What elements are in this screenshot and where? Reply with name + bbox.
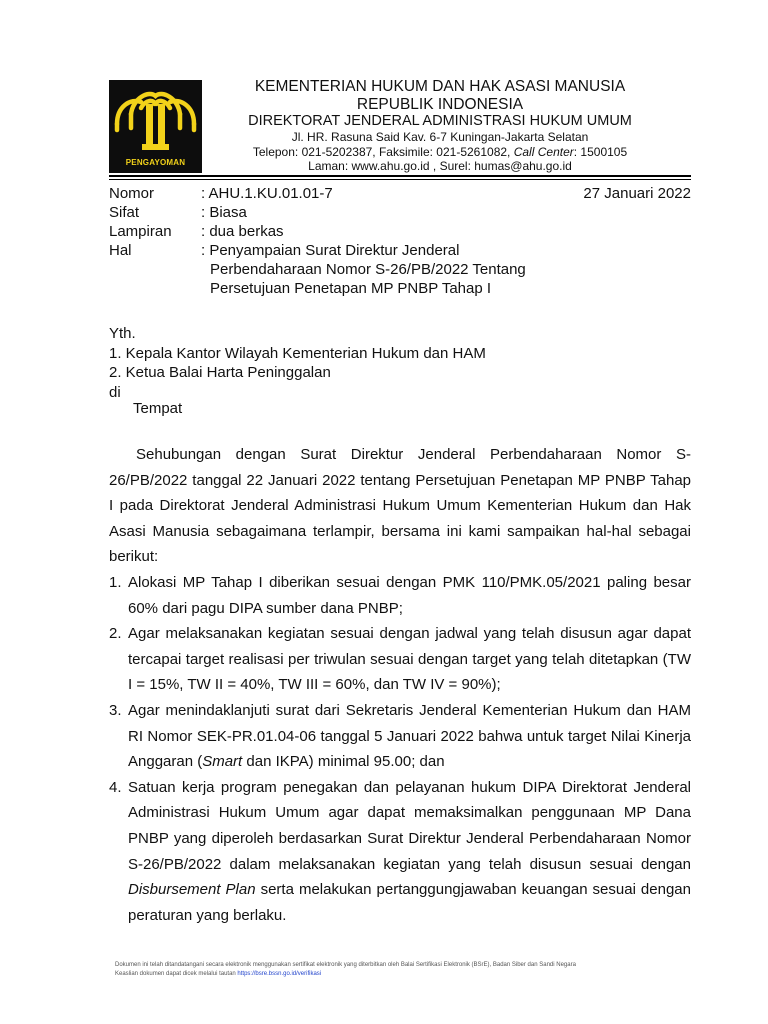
item4-italic: Disbursement Plan bbox=[128, 881, 256, 899]
contact-line bbox=[202, 145, 678, 160]
republic-name: REPUBLIK INDONESIA bbox=[356, 96, 524, 113]
pengayoman-logo bbox=[109, 80, 202, 173]
phone-fax: Telepon: 021-5202387, Faksimile: 021-5261082, bbox=[252, 144, 514, 159]
verification-link[interactable]: https://bsre.bssn.go.id/verifikasi bbox=[237, 971, 322, 977]
yth: Yth. bbox=[109, 325, 136, 342]
list-number: 1. bbox=[109, 573, 122, 591]
letterhead bbox=[202, 78, 678, 174]
intro-paragraph: Sehubungan dengan Surat Direktur Jenderal Perbendaharaan Nomor S-26/PB/2022 tanggal 22 Januari 2022 tentang Persetujuan Penetapan MP PNBP Tahap I pada Direktorat Jenderal Administrasi Hukum Umum Kementerian Hukum dan Hak Asasi Manusia sebagaimana terlampir, bersama ini kami sampaikan hal-hal sebagai berikut: bbox=[109, 446, 691, 566]
letter-date: 27 Januari 2022 bbox=[583, 185, 691, 202]
ministry-name: KEMENTERIAN HUKUM DAN HAK ASASI MANUSIA bbox=[254, 78, 626, 95]
footer-line-2 bbox=[115, 970, 705, 979]
list-item bbox=[109, 570, 691, 621]
letterhead-divider-thin bbox=[109, 179, 691, 180]
list-text: Alokasi MP Tahap I diberikan sesuai dengan PMK 110/PMK.05/2021 paling besar 60% dari pagu DIPA sumber dana PNBP; bbox=[128, 573, 691, 617]
nomor-value: : AHU.1.KU.01.01-7 bbox=[201, 185, 333, 202]
list-item bbox=[109, 621, 691, 698]
list-number: 2. bbox=[109, 625, 122, 643]
list-text bbox=[128, 775, 691, 929]
item3-text-a: Agar menindaklanjuti surat dari Sekretaris Jenderal Kementerian Hukum dan HAM RI Nomor SEK-PR.01.04-06 tanggal 5 Januari 2022 bahwa untuk target Nilai Kinerja Anggaran ( bbox=[128, 701, 691, 771]
footer-line-1: Dokumen ini telah ditandatangani secara elektronik menggunakan sertifikat elektronik yang diterbitkan oleh Balai Sertifikasi Elektronik (BSrE), Badan Siber dan Sandi Negara bbox=[115, 962, 576, 968]
letterhead-divider bbox=[109, 175, 691, 177]
web-email-line: Laman: www.ahu.go.id , Surel: humas@ahu.go.id bbox=[308, 159, 572, 173]
letter-body bbox=[109, 442, 691, 928]
lampiran-label: Lampiran bbox=[109, 223, 172, 240]
lampiran-value: : dua berkas bbox=[201, 223, 284, 240]
footer-line-2-text: Keaslian dokumen dapat dicek melalui tautan bbox=[115, 971, 238, 977]
item3-italic: Smart bbox=[202, 753, 243, 771]
list-item bbox=[109, 698, 691, 775]
hal-line-3: Persetujuan Penetapan MP PNBP Tahap I bbox=[210, 280, 492, 297]
recipient-1: 1. Kepala Kantor Wilayah Kementerian Hukum dan HAM bbox=[109, 344, 486, 362]
sifat-label: Sifat bbox=[109, 204, 140, 221]
hal-value: : Penyampaian Surat Direktur Jenderal bbox=[201, 242, 460, 259]
logo-caption: PENGAYOMAN bbox=[125, 158, 186, 167]
call-center-label: Call Center bbox=[513, 144, 574, 159]
tempat: Tempat bbox=[133, 400, 183, 417]
call-center-number: : 1500105 bbox=[573, 144, 628, 159]
office-address: Jl. HR. Rasuna Said Kav. 6-7 Kuningan-Jakarta Selatan bbox=[291, 130, 589, 144]
item3-text-b: dan IKPA) minimal 95.00; dan bbox=[242, 753, 445, 771]
directorate-name: DIREKTORAT JENDERAL ADMINISTRASI HUKUM UMUM bbox=[248, 113, 632, 129]
item4-text-a: Satuan kerja program penegakan dan pelayanan hukum DIPA Direktorat Jenderal Administrasi Hukum Umum agar dapat memaksimalkan penggunaan MP Dana PNBP yang diperoleh berdasarkan Surat Direktur Jenderal Perbendaharaan Nomor S-26/PB/2022 dalam melaksanakan kegiatan yang telah disusun sesuai dengan bbox=[128, 778, 691, 873]
nomor-label: Nomor bbox=[109, 185, 155, 202]
recipient-2: 2. Ketua Balai Harta Peninggalan bbox=[109, 364, 331, 381]
e-signature-footer bbox=[115, 961, 705, 979]
hal-line-2: Perbendaharaan Nomor S-26/PB/2022 Tentang bbox=[210, 261, 526, 278]
list-item bbox=[109, 775, 691, 929]
list-text: Agar melaksanakan kegiatan sesuai dengan jadwal yang telah disusun agar dapat tercapai target realisasi per triwulan sesuai dengan target yang telah ditetapkan (TW I = 15%, TW II = 40%, TW III = 60%, dan TW IV = 90%); bbox=[128, 625, 691, 694]
item4-text-b: serta melakukan pertanggungjawaban keuangan sesuai dengan peraturan yang berlaku. bbox=[128, 881, 691, 924]
sifat-value: : Biasa bbox=[201, 204, 247, 221]
list-number: 4. bbox=[109, 778, 122, 796]
list-text bbox=[128, 698, 691, 775]
di: di bbox=[109, 383, 121, 401]
hal-label: Hal bbox=[109, 242, 132, 259]
list-number: 3. bbox=[109, 701, 122, 719]
points-list bbox=[109, 570, 691, 928]
addressee-block bbox=[109, 324, 486, 402]
